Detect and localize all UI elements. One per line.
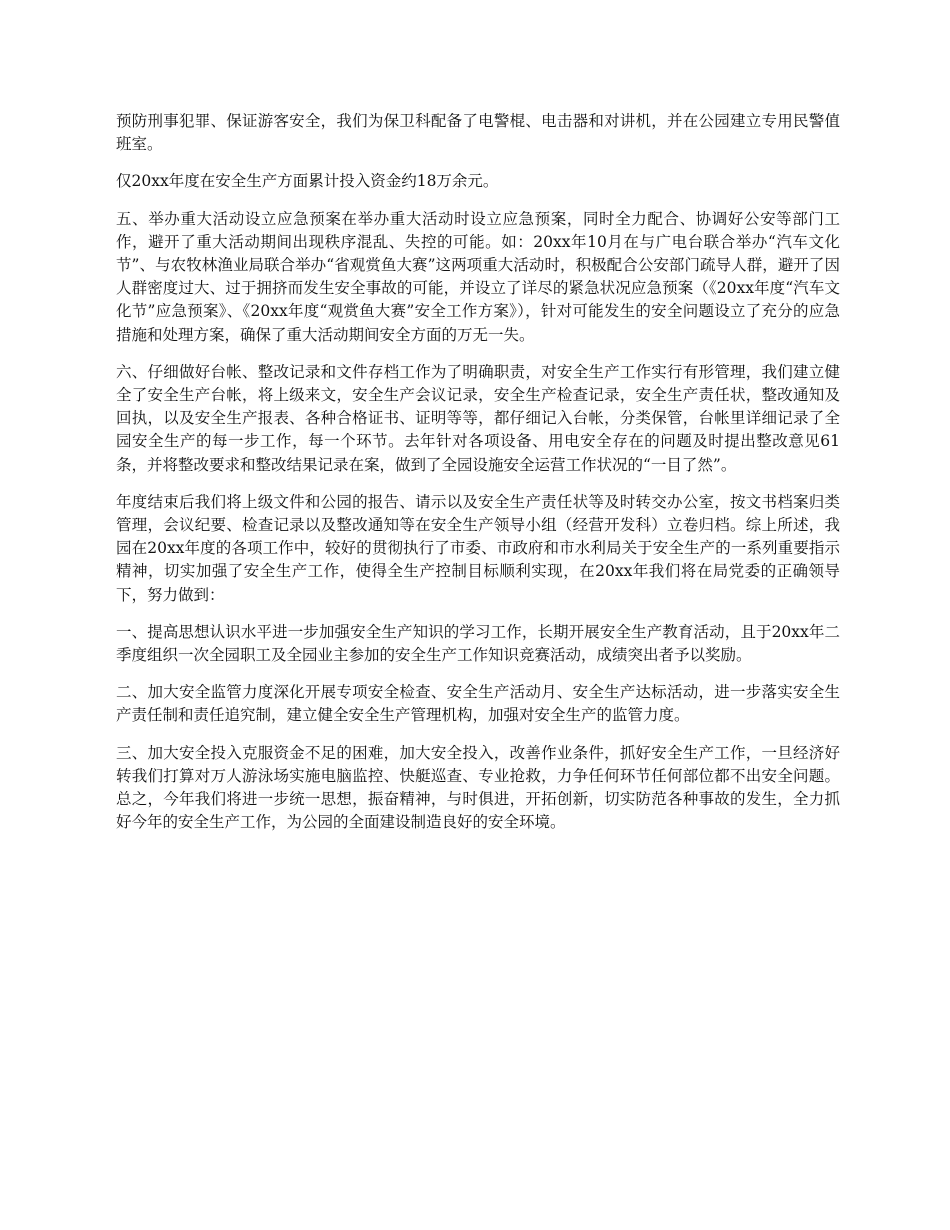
paragraph-goal-2: 二、加大安全监管力度深化开展专项安全检查、安全生产活动月、安全生产达标活动，进一步落实安全生产责任制和责任追究制，建立健全安全生产管理机构，加强对安全生产的监管力度。 [116, 683, 840, 725]
document-body [116, 110, 840, 848]
paragraph-summary: 年度结束后我们将上级文件和公园的报告、请示以及安全生产责任状等及时转交办公室，按文书档案归类管理，会议纪要、检查记录以及整改通知等在安全生产领导小组（经营开发科）立卷归档。综上所述，我园在20xx年度的各项工作中，较好的贯彻执行了市委、市政府和市水利局关于安全生产的一系列重要指示精神，切实加强了安全生产工作，使得全生产控制目标顺利实现，在20xx年我们将在局党委的正确领导下，努力做到： [116, 492, 840, 604]
paragraph-goal-1: 一、提高思想认识水平进一步加强安全生产知识的学习工作，长期开展安全生产教育活动，且于20xx年二季度组织一次全园职工及全园业主参加的安全生产工作知识竞赛活动，成绩突出者予以奖励。 [116, 622, 840, 665]
paragraph-goal-3: 三、加大安全投入克服资金不足的困难，加大安全投入，改善作业条件，抓好安全生产工作，一旦经济好转我们打算对万人游泳场实施电脑监控、快艇巡查、专业抢救，力争任何环节任何部位都不出安全问题。总之，今年我们将进一步统一思想，振奋精神，与时俱进，开拓创新，切实防范各种事故的发生，全力抓好今年的安全生产工作，为公园的全面建设制造良好的安全环境。 [116, 743, 840, 832]
paragraph-investment: 仅20xx年度在安全生产方面累计投入资金约18万余元。 [116, 172, 499, 191]
paragraph-section-6-records: 六、仔细做好台帐、整改记录和文件存档工作为了明确职责，对安全生产工作实行有形管理，我们建立健全了安全生产台帐，将上级来文，安全生产会议记录，安全生产检查记录，安全生产责任状，整改通知及回执，以及安全生产报表、各种合格证书、证明等等，都仔细记入台帐，分类保管，台帐里详细记录了全园安全生产的每一步工作，每一个环节。去年针对各项设备、用电安全存在的问题及时提出整改意见61条，并将整改要求和整改结果记录在案，做到了全园设施安全运营工作状况的“一目了然”。 [116, 362, 840, 474]
paragraph-section-5-emergency-plan: 五、举办重大活动设立应急预案在举办重大活动时设立应急预案，同时全力配合、协调好公安等部门工作，避开了重大活动期间出现秩序混乱、失控的可能。如：20xx年10月在与广电台联合举办“汽车文化节”、与农牧林渔业局联合举办“省观赏鱼大赛”这两项重大活动时，积极配合公安部门疏导人群，避开了因人群密度过大、过于拥挤而发生安全事故的可能，并设立了详尽的紧急状况应急预案（《20xx年度“汽车文化节”应急预案》、《20xx年度“观赏鱼大赛”安全工作方案》），针对可能发生的安全问题设立了充分的应急措施和处理方案，确保了重大活动期间安全方面的万无一失。 [116, 209, 840, 344]
paragraph-security-equipment: 预防刑事犯罪、保证游客安全，我们为保卫科配备了电警棍、电击器和对讲机，并在公园建立专用民警值班室。 [116, 112, 840, 154]
